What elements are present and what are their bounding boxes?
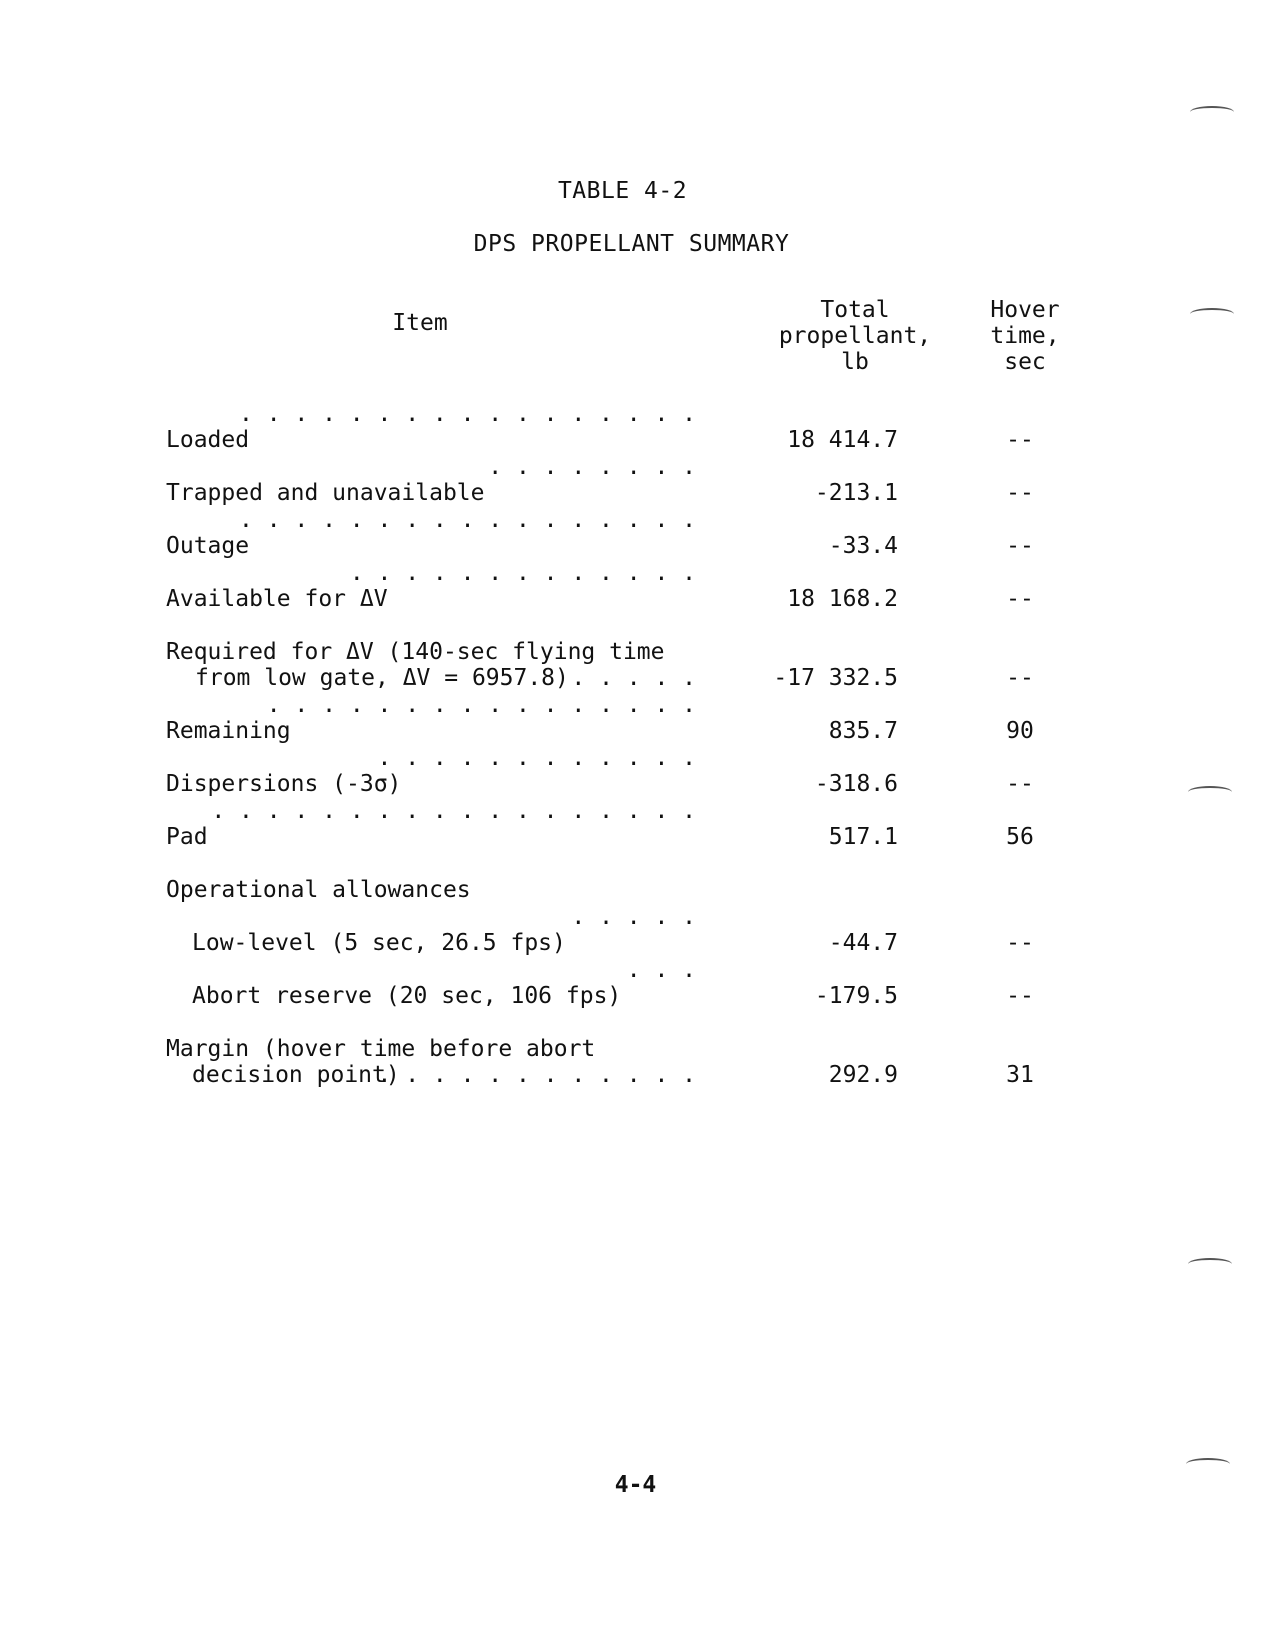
binder-ring-mark (1190, 308, 1234, 320)
row-label: Available for ΔV (166, 586, 388, 612)
row-label: Margin (hover time before abort (166, 1036, 596, 1062)
row-label-continuation: from low gate, ΔV = 6957.8) (195, 665, 569, 691)
leader-dots: . . . . . . . . . . . . (377, 745, 696, 771)
binder-ring-mark (1186, 1458, 1230, 1470)
row-label: Remaining (166, 718, 291, 744)
binder-ring-mark (1188, 1258, 1232, 1270)
row-label: Trapped and unavailable (166, 480, 485, 506)
column-header-hover-time: Hover time, sec (990, 297, 1060, 375)
row-label-section: Operational allowances (166, 877, 471, 903)
total-propellant-value: -33.4 (828, 533, 898, 559)
binder-ring-mark (1190, 106, 1234, 118)
hover-time-value: -- (1006, 665, 1034, 691)
binder-ring-mark (1188, 786, 1232, 798)
hover-time-value: -- (1006, 533, 1034, 559)
row-label: Abort reserve (20 sec, 106 fps) (192, 983, 622, 1009)
leader-dots: . . . . . (571, 665, 696, 691)
row-label: Pad (166, 824, 208, 850)
hover-time-value: -- (1006, 480, 1034, 506)
hover-time-value: -- (1006, 983, 1034, 1009)
column-header-total-propellant: Total propellant, lb (778, 297, 932, 375)
row-label: Outage (166, 533, 250, 559)
hover-time-value: 31 (1006, 1062, 1034, 1088)
total-propellant-value: -318.6 (814, 771, 898, 797)
leader-dots: . . . . . . . . . . . . . . . . . . (211, 798, 696, 824)
total-propellant-value: 18 168.2 (787, 586, 898, 612)
leader-dots: . . . . . . . . . . . . (377, 1062, 696, 1088)
total-propellant-value: 292.9 (828, 1062, 898, 1088)
total-propellant-value: -44.7 (828, 930, 898, 956)
total-propellant-value: 835.7 (828, 718, 898, 744)
total-propellant-value: 18 414.7 (787, 427, 898, 453)
leader-dots: . . . . . . . . . . . . . (349, 560, 696, 586)
total-propellant-value: -179.5 (814, 983, 898, 1009)
total-propellant-value: -213.1 (814, 480, 898, 506)
row-label: Dispersions (-3σ) (166, 771, 402, 797)
leader-dots: . . . . . . . . . . . . . . . . . (239, 507, 696, 533)
row-label: Required for ΔV (140-sec flying time (166, 639, 665, 665)
leader-dots: . . . . . . . . (488, 454, 696, 480)
leader-dots: . . . . . . . . . . . . . . . . (266, 692, 696, 718)
hover-time-value: -- (1006, 427, 1034, 453)
hover-time-value: -- (1006, 771, 1034, 797)
hover-time-value: -- (1006, 930, 1034, 956)
row-label: Low-level (5 sec, 26.5 fps) (192, 930, 566, 956)
total-propellant-value: 517.1 (828, 824, 898, 850)
page-number: 4-4 (614, 1472, 657, 1498)
hover-time-value: 56 (1006, 824, 1034, 850)
leader-dots: . . . . . (571, 904, 696, 930)
leader-dots: . . . . . . . . . . . . . . . . . (239, 401, 696, 427)
row-label-continuation: decision point) (192, 1062, 400, 1088)
row-label: Loaded (166, 427, 250, 453)
table-title: DPS PROPELLANT SUMMARY (473, 231, 790, 257)
column-header-item: Item (392, 310, 448, 336)
hover-time-value: 90 (1006, 718, 1034, 744)
table-number: TABLE 4-2 (557, 178, 688, 204)
leader-dots: . . . (626, 957, 696, 983)
hover-time-value: -- (1006, 586, 1034, 612)
total-propellant-value: -17 332.5 (773, 665, 898, 691)
